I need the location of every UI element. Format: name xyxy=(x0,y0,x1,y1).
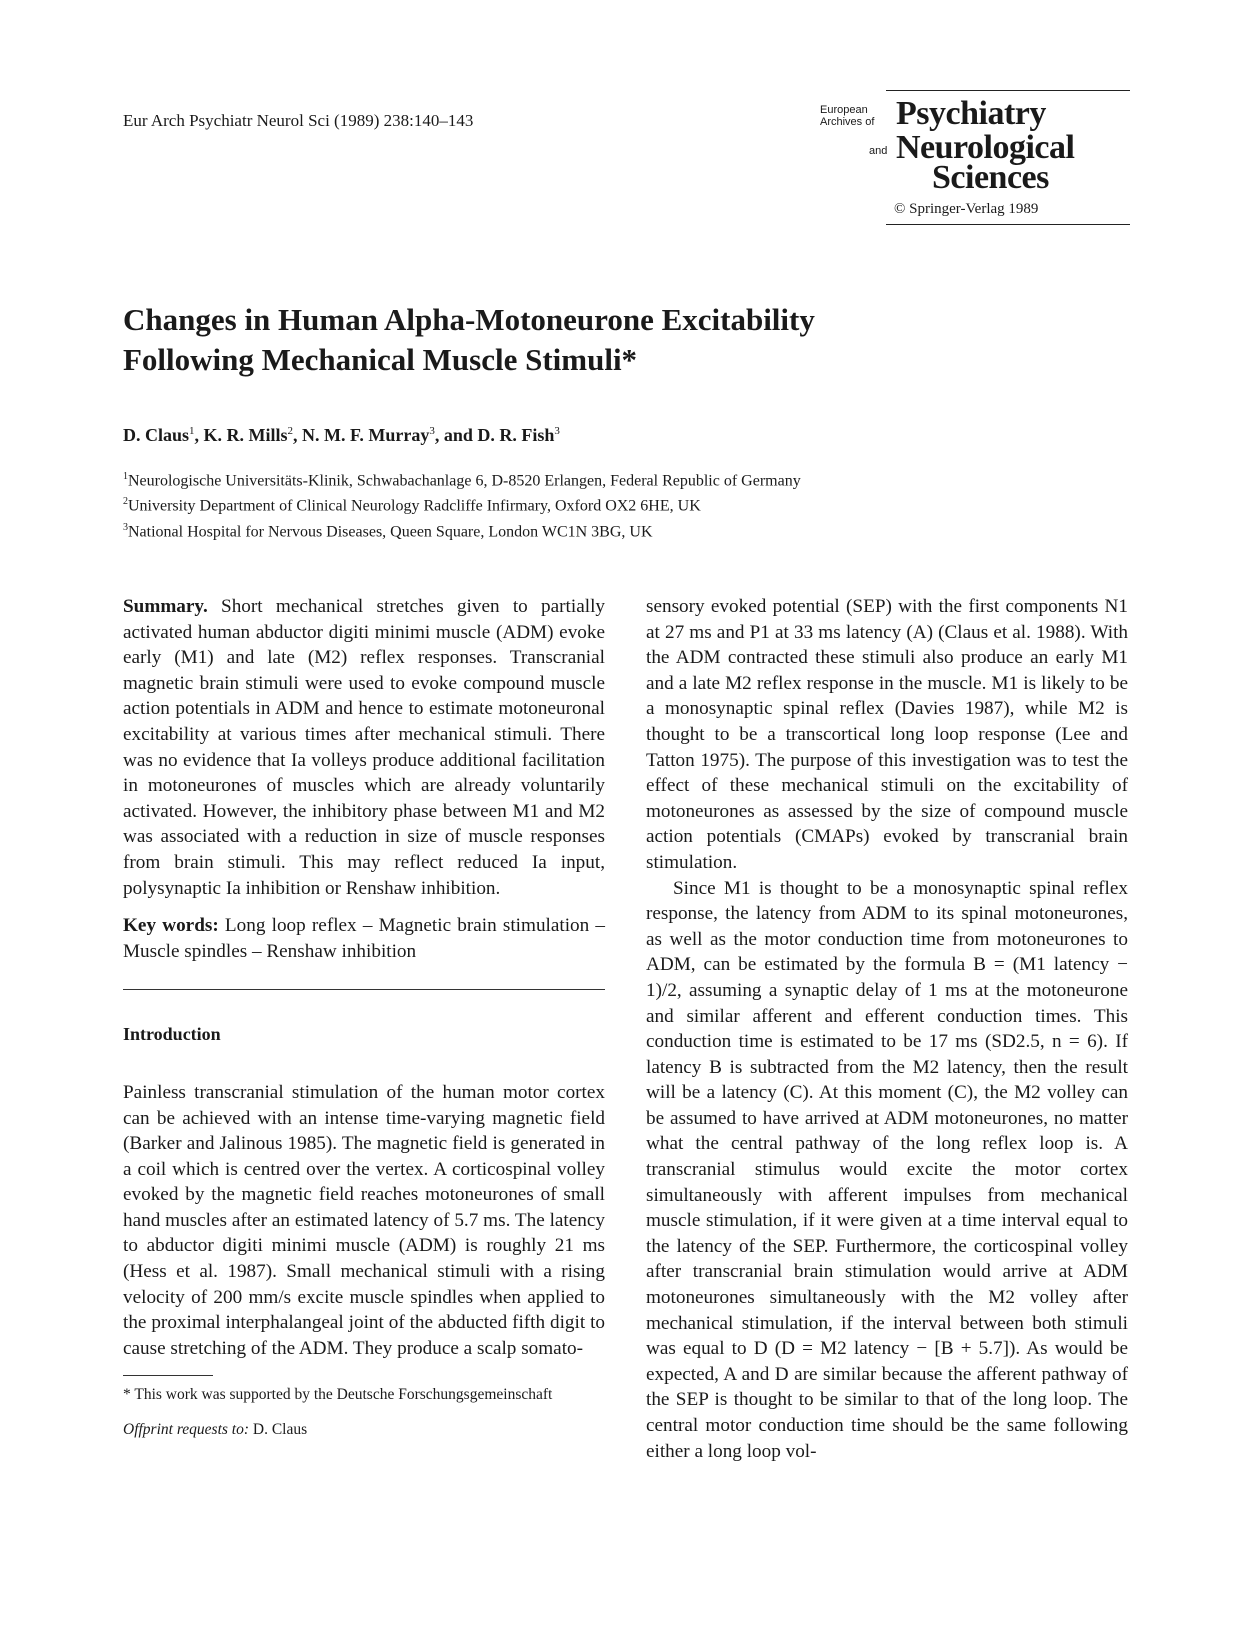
introduction-heading: Introduction xyxy=(123,1024,221,1045)
summary-label: Summary. xyxy=(123,596,208,617)
offprint-label: Offprint requests to: xyxy=(123,1421,250,1439)
affiliation-item xyxy=(123,517,801,542)
article-title xyxy=(123,300,1023,380)
author-affiliation-mark: 2 xyxy=(287,425,294,437)
author-name: D. Claus xyxy=(123,425,190,445)
introduction-paragraph-1: Painless transcranial stimulation of the human motor cortex can be achieved with an intense time-varying magnetic field (Barker and Jalinous 1985). The magnetic field is generated in a coil which is centred over the vertex. A corticospinal volley evoked by the magnetic field reaches motoneurones of small hand muscles after an estimated latency of 5.7 ms. The latency to abductor digiti minimi muscle (ADM) is roughly 21 ms (Hess et al. 1987). Small mechanical stimuli with a rising velocity of 200 mm/s excite muscle spindles when applied to the proximal interphalangeal joint of the abducted fifth digit to cause stretching of the ADM. They produce a scalp somato- xyxy=(123,1081,605,1359)
author-separator: , xyxy=(293,425,303,445)
title-line-1: Changes in Human Alpha-Motoneurone Excitability xyxy=(123,302,815,337)
left-column xyxy=(123,594,605,1443)
affiliation-list xyxy=(123,466,801,542)
affiliation-text: University Department of Clinical Neurology Radcliffe Infirmary, Oxford OX2 6HE, UK xyxy=(128,497,701,515)
affiliation-item xyxy=(123,466,801,491)
offprint-note xyxy=(123,1417,605,1443)
affiliation-item xyxy=(123,491,801,516)
affiliation-number: 3 xyxy=(123,521,128,533)
author-affiliation-mark: 3 xyxy=(554,425,560,437)
author-separator: , and xyxy=(434,425,478,445)
journal-logo xyxy=(820,90,1130,225)
introduction-paragraph-2: Since M1 is thought to be a monosynaptic spinal reflex response, the latency from ADM to its spinal motoneurones, as well as the motor conduction time from motoneurones to ADM, can be estimated by the formula B = (M1 latency − 1)/2, assuming a synaptic delay of 1 ms at the motoneurone and similar afferent and efferent conduction times. This conduction time is estimated to be 17 ms (SD2.5, n = 6). If latency B is subtracted from the M2 latency, then the result will be a latency (C). At this moment (C), the M2 volley can be assumed to have arrived at ADM motoneurones, no matter what the central pathway of the long reflex loop is. A transcranial stimulus would excite the motor cortex simultaneously with afferent impulses from mechanical muscle stimulation, if it were given at a time interval equal to the latency of the SEP. Furthermore, the corticospinal volley after transcranial brain stimulation would arrive at ADM motoneurones simultaneously with the M2 volley after mechanical stimulation, if the interval between both stimuli was equal to D (D = M2 latency − [B + 5.7]). As would be expected, A and D are similar because the afferent pathway of the SEP is thought to be similar to that of the long loop. The central motor conduction time should be the same following either a long loop vol- xyxy=(646,877,1128,1462)
funding-footnote: * This work was supported by the Deutsche Forschungsgemeinschaft xyxy=(123,1386,553,1404)
introduction-paragraph-1-continued: sensory evoked potential (SEP) with the first components N1 at 27 ms and P1 at 33 ms latency (A) (Claus et al. 1988). With the ADM contracted these stimuli also produce an early M1 and a late M2 reflex response in the muscle. M1 is likely to be a monosynaptic spinal reflex (Davies 1987), while M2 is thought to be a transcortical long loop response (Lee and Tatton 1975). The purpose of this investigation was to test the effect of these mechanical stimuli on the excitability of motoneurones as assessed by the size of compound muscle action potentials (CMAPs) evoked by transcranial brain stimulation. xyxy=(646,596,1128,873)
logo-european: European xyxy=(820,104,868,116)
affiliation-number: 2 xyxy=(123,496,128,508)
author-list xyxy=(123,425,560,446)
right-column xyxy=(646,594,1128,1464)
logo-psychiatry: Psychiatry xyxy=(896,95,1046,132)
keywords-text: Long loop reflex – Magnetic brain stimulation – Muscle spindles – Renshaw inhibition xyxy=(123,915,606,962)
logo-archives-of: Archives of xyxy=(820,116,875,128)
author-affiliation-mark: 1 xyxy=(189,425,195,437)
logo-bottom-rule xyxy=(886,224,1130,225)
journal-citation: Eur Arch Psychiatr Neurol Sci (1989) 238:140–143 xyxy=(123,111,474,130)
author-separator: , xyxy=(194,425,204,445)
affiliation-text: Neurologische Universitäts-Klinik, Schwabachanlage 6, D-8520 Erlangen, Federal Republic of Germany xyxy=(128,472,801,490)
section-divider xyxy=(123,989,605,990)
offprint-name: D. Claus xyxy=(252,1421,308,1439)
author-affiliation-mark: 3 xyxy=(429,425,435,437)
affiliation-text: National Hospital for Nervous Diseases, Queen Square, London WC1N 3BG, UK xyxy=(128,522,653,540)
author-name: K. R. Mills xyxy=(203,425,288,445)
copyright-notice: © Springer-Verlag 1989 xyxy=(894,201,1039,217)
author-name: N. M. F. Murray xyxy=(302,425,430,445)
author-name: D. R. Fish xyxy=(477,425,555,445)
logo-and: and xyxy=(869,145,888,157)
keywords-label: Key words: xyxy=(123,915,219,937)
keywords-paragraph xyxy=(123,913,605,964)
logo-sciences: Sciences xyxy=(932,159,1049,196)
summary-paragraph xyxy=(123,594,605,901)
affiliation-number: 1 xyxy=(123,471,128,482)
logo-top-rule xyxy=(886,90,1130,91)
title-line-2: Following Mechanical Muscle Stimuli* xyxy=(123,342,638,377)
footnote-divider xyxy=(123,1375,213,1376)
logo-neurological: Neurological xyxy=(896,129,1075,166)
summary-text: Short mechanical stretches given to partially activated human abductor digiti minimi muscle (ADM) evoke early (M1) and late (M2) reflex responses. Transcranial magnetic brain stimuli were used to evoke compound muscle action potentials in ADM and hence to estimate motoneuronal excitability at various times after mechanical stimuli. There was no evidence that Ia volleys produce additional facilitation in motoneurones of muscles which are already voluntarily activated. However, the inhibitory phase between M1 and M2 was associated with a reduction in size of muscle responses from brain stimuli. This may reflect reduced Ia input, polysynaptic Ia inhibition or Renshaw inhibition. xyxy=(123,596,605,899)
